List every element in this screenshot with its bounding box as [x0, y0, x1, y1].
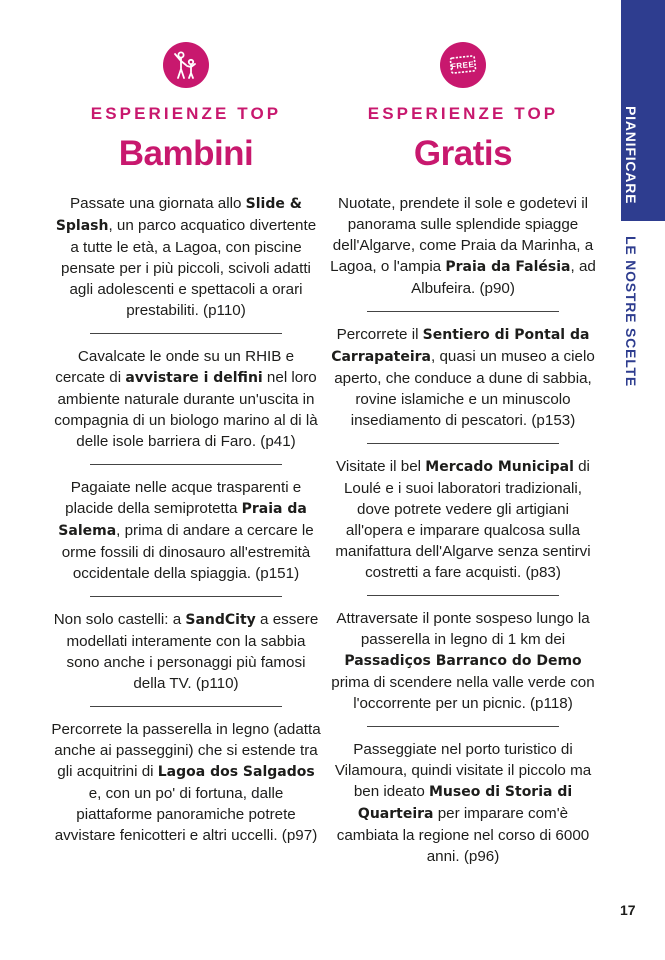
- list-item: [51, 346, 321, 452]
- body-text: , ad Albufeira. (p90): [411, 258, 596, 297]
- highlight-text: Sentiero di Pontal da Carrapateira: [331, 327, 590, 365]
- entry-list: [51, 193, 321, 846]
- highlight-text: Passadiços Barranco do Demo: [344, 653, 582, 669]
- highlight-text: Mercado Municipal: [425, 459, 574, 475]
- list-item: [51, 477, 321, 584]
- divider: [90, 706, 282, 707]
- divider: [90, 464, 282, 465]
- page-number: 17: [620, 902, 636, 918]
- body-text: prima di scendere nella valle verde con l'occorrente per un picnic. (p118): [331, 674, 595, 712]
- body-text: Passeggiate nel porto turistico di Vilamoura, quindi visitate il piccolo ma ben ideato: [334, 741, 592, 800]
- body-text: Nuotate, prendete il sole e godetevi il panorama sulle splendide spiagge dell'Algarve, come Praia da Marinha, a Lagoa, o l'ampia: [330, 195, 594, 275]
- highlight-text: Lagoa dos Salgados: [157, 764, 315, 780]
- divider: [90, 333, 282, 334]
- body-text: Passate una giornata allo: [70, 195, 246, 212]
- highlight-text: Slide & Splash: [55, 196, 302, 234]
- subsection-label: LE NOSTRE SCELTE: [623, 236, 639, 387]
- family-icon: [163, 42, 209, 88]
- body-text: , quasi un museo a cielo aperto, che conduce a dune di sabbia, rovine islamiche e un minuscolo insediamento di pescatori. (p153): [334, 348, 595, 429]
- body-text: Cavalcate le onde su un RHIB e cercate di: [55, 348, 295, 386]
- section-tab-label: PIANIFICARE: [623, 106, 639, 205]
- divider: [367, 443, 559, 444]
- body-text: Pagaiate nelle acque trasparenti e placide della semiprotetta: [65, 479, 302, 517]
- divider: [367, 311, 559, 312]
- list-item: [51, 609, 321, 694]
- free-ticket-label: FREE: [450, 59, 476, 71]
- section-title: Gratis: [413, 134, 513, 173]
- divider: [367, 595, 559, 596]
- body-text: Percorrete la passerella in legno (adatta anche ai passeggini) che si estende tra gli acquitrini di: [51, 721, 321, 780]
- divider: [90, 596, 282, 597]
- body-text: Percorrete il: [336, 326, 423, 343]
- entry-list: [328, 193, 598, 867]
- highlight-text: SandCity: [185, 612, 256, 628]
- section-kicker: ESPERIENZE TOP: [90, 104, 282, 123]
- body-text: Visitate il bel: [336, 458, 426, 475]
- section-kicker: ESPERIENZE TOP: [367, 104, 559, 123]
- list-item: [328, 608, 598, 714]
- section-title: Bambini: [118, 134, 254, 173]
- body-text: Non solo castelli: a: [53, 611, 186, 628]
- body-text: di Loulé e i suoi laboratori tradizionali, dove potrete vedere gli artigiani all'opera e imparare qualcosa sulla manifattura dell'Algarve senza sentirvi costretti a fare acquisti. (p83): [335, 458, 591, 581]
- body-text: nel loro ambiente naturale durante un'uscita in compagnia di un biologo marino al di là delle isole barriera di Faro. (p41): [54, 369, 318, 450]
- highlight-text: Praia da Salema: [58, 501, 307, 539]
- list-item: [51, 719, 321, 846]
- body-text: , prima di andare a cercare le orme fossili di dinosauro all'estremità occidentale della spiaggia. (p151): [61, 522, 314, 582]
- highlight-text: avvistare i delfini: [125, 370, 263, 386]
- divider: [367, 726, 559, 727]
- body-text: Attraversate il ponte sospeso lungo la passerella in legno di 1 km dei: [336, 610, 590, 648]
- list-item: [328, 324, 598, 431]
- list-item: [51, 193, 321, 321]
- highlight-text: Museo di Storia di Quarteira: [357, 784, 573, 822]
- body-text: per imparare com'è cambiata la regione nel corso di 6000 anni. (p96): [336, 805, 590, 865]
- highlight-text: Praia da Falésia: [445, 259, 571, 275]
- body-text: , un parco acquatico divertente a tutte le età, a Lagoa, con piscine pensate per i più piccoli, scivoli adatti agli adolescenti e spettacoli a orari prestabiliti. (p110): [61, 217, 317, 319]
- body-text: a essere modellati interamente con la sabbia sono anche i personaggi più famosi della TV. (p110): [66, 611, 319, 692]
- body-text: e, con un po' di fortuna, dalle piattaforme panoramiche potrete avvistare fenicotteri e altri uccelli. (p97): [54, 785, 318, 844]
- free-ticket-icon: [440, 42, 486, 88]
- list-item: [328, 193, 598, 299]
- list-item: [328, 456, 598, 583]
- list-item: [328, 739, 598, 867]
